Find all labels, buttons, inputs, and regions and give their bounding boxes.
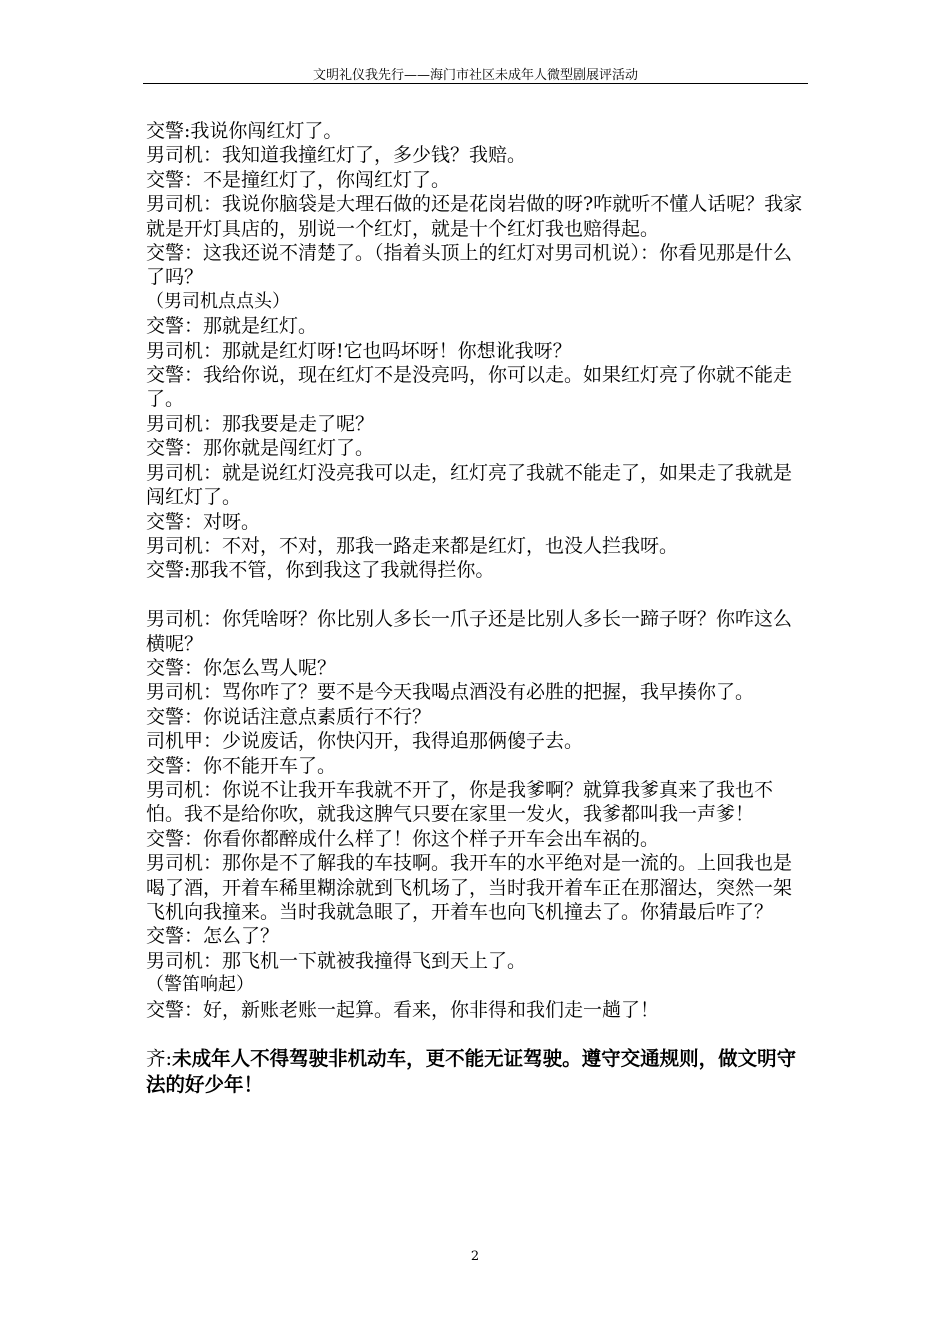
dialogue-line: 男司机：骂你咋了？要不是今天我喝点酒没有必胜的把握，我早揍你了。 xyxy=(146,681,755,704)
dialogue-line: 交警：你怎么骂人呢？ xyxy=(146,656,337,679)
closing-text: 未成年人不得驾驶非机动车，更不能无证驾驶。遵守交通规则，做文明守法的好少年！ xyxy=(146,1047,797,1097)
dialogue-line: 交警：这我还说不清楚了。（指着头顶上的红灯对男司机说）：你看见那是什么了吗？ xyxy=(146,242,793,289)
dialogue-line: 交警：怎么了？ xyxy=(146,925,280,948)
dialogue-line: 交警：那你就是闯红灯了。 xyxy=(146,437,375,460)
dialogue-line: 男司机：那飞机一下就被我撞得飞到天上了。 xyxy=(146,949,527,972)
dialogue-line: 男司机：不对，不对，那我一路走来都是红灯，也没人拦我呀。 xyxy=(146,534,679,557)
dialogue-line: 男司机：就是说红灯没亮我可以走，红灯亮了我就不能走了，如果走了我就是闯红灯了。 xyxy=(146,461,793,509)
blank-line xyxy=(146,583,808,607)
dialogue-line: 男司机：你凭啥呀？你比别人多长一爪子还是比别人多长一蹄子呀？你咋这么横呢？ xyxy=(146,608,793,655)
dialogue-line: 交警：那就是红灯。 xyxy=(146,315,318,338)
dialogue-line: 交警：你看你都醉成什么样了！你这个样子开车会出车祸的。 xyxy=(146,827,660,850)
dialogue-line: 交警:我说你闯红灯了。 xyxy=(146,120,343,142)
dialogue-line: 交警：对呀。 xyxy=(146,510,261,533)
dialogue-line: 交警：好，新账老账一起算。看来，你非得和我们走一趟了！ xyxy=(146,998,660,1021)
stage-direction: （男司机点点头） xyxy=(146,290,290,312)
dialogue-line: 交警:那我不管，你到我这了我就得拦你。 xyxy=(146,559,495,582)
dialogue-line: 交警：你不能开车了。 xyxy=(146,754,337,777)
dialogue-line: 男司机：我说你脑袋是大理石做的还是花岗岩做的呀?咋就听不懂人话呢？我家就是开灯具店的，别说一个红灯，就是十个红灯我也赔得起。 xyxy=(146,193,803,240)
stage-direction: （警笛响起） xyxy=(146,974,254,996)
closing-speaker: 齐: xyxy=(146,1047,173,1071)
header-divider xyxy=(143,83,808,84)
page-number: 2 xyxy=(470,1249,480,1264)
dialogue-line: 交警：不是撞红灯了，你闯红灯了。 xyxy=(146,168,451,191)
page-header: 文明礼仪我先行——海门市社区未成年人微型剧展评活动 xyxy=(312,68,638,83)
script-body xyxy=(146,119,808,1098)
dialogue-line: 男司机：你说不让我开车我就不开了，你是我爹啊？就算我爹真来了我也不怕。我不是给你吹，就我这脾气只要在家里一发火，我爹都叫我一声爹！ xyxy=(146,778,774,826)
dialogue-line: 交警：我给你说，现在红灯不是没亮吗，你可以走。如果红灯亮了你就不能走了。 xyxy=(146,364,793,411)
blank-line xyxy=(146,1022,808,1046)
closing-chorus xyxy=(146,1046,808,1098)
dialogue-line: 司机甲：少说废话，你快闪开，我得追那俩傻子去。 xyxy=(146,730,584,753)
dialogue-line: 男司机：我知道我撞红灯了，多少钱？我赔。 xyxy=(146,144,527,167)
dialogue-line: 男司机：那就是红灯呀!它也吗坏呀！你想讹我呀？ xyxy=(146,339,572,362)
dialogue-line: 交警：你说话注意点素质行不行？ xyxy=(146,705,432,728)
dialogue-line: 男司机：那我要是走了呢？ xyxy=(146,412,375,435)
dialogue-line: 男司机：那你是不了解我的车技啊。我开车的水平绝对是一流的。上回我也是喝了酒，开着车稀里糊涂就到飞机场了，当时我开着车正在那溜达，突然一架飞机向我撞来。当时我就急眼了，开着车也向飞机撞去了。你猜最后咋了？ xyxy=(146,852,793,923)
